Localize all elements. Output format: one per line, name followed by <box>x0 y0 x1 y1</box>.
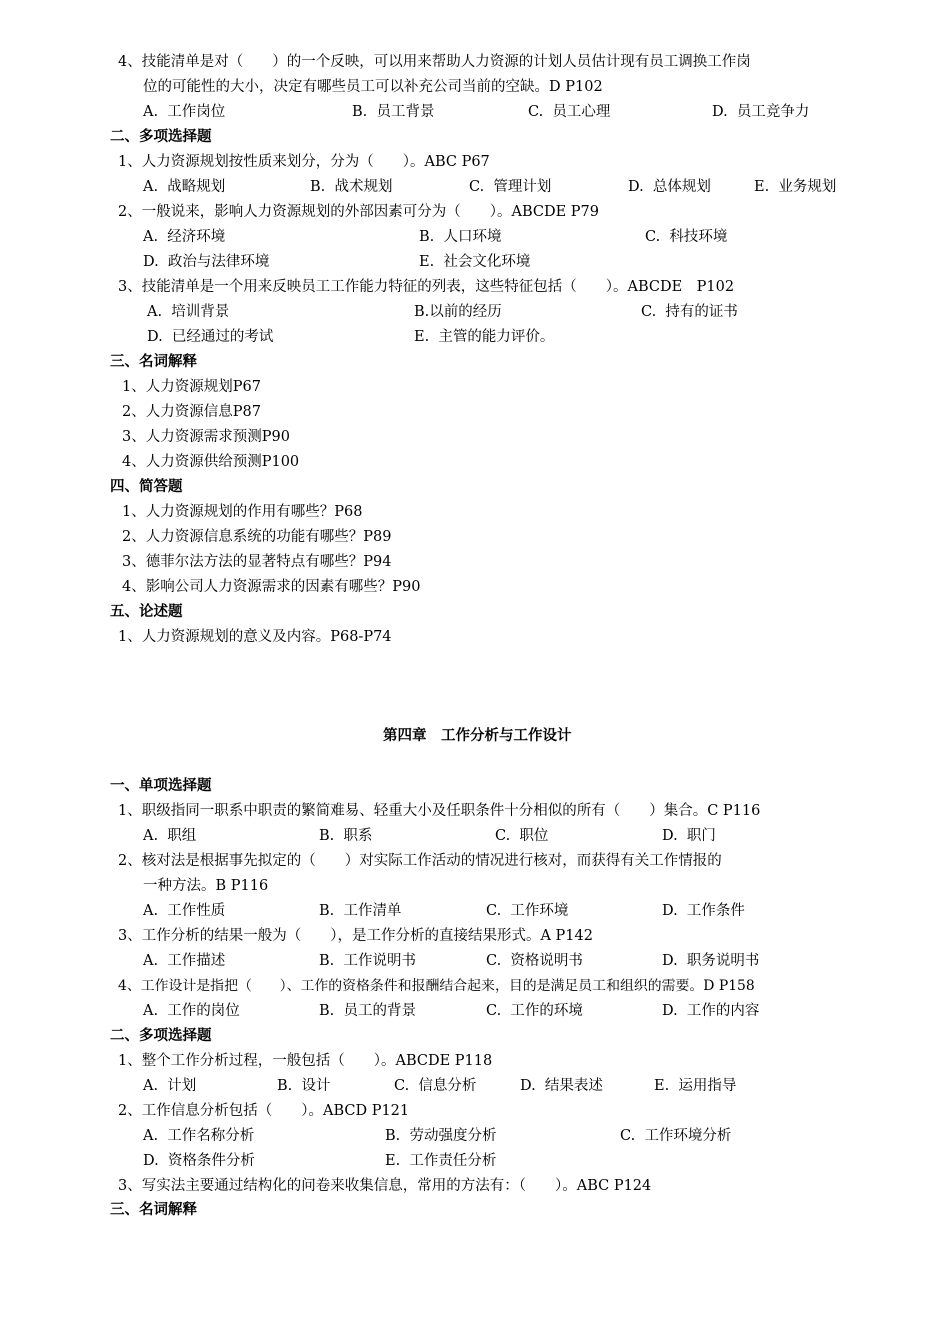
option-c: C. 工作环境分析 <box>620 1128 732 1144</box>
list-item: 4、人力资源供给预测P100 <box>122 454 300 470</box>
question-text: 位的可能性的大小，决定有哪些员工可以补充公司当前的空缺。D P102 <box>143 79 603 95</box>
option-b: B. 战术规划 <box>310 179 393 195</box>
option-a: A. 计划 <box>143 1078 197 1094</box>
section-heading: 三、名词解释 <box>110 354 197 370</box>
question-text: 1、整个工作分析过程，一般包括（ ）。ABCDE P118 <box>118 1053 493 1069</box>
question-text: 3、工作分析的结果一般为（ ），是工作分析的直接结果形式。A P142 <box>118 928 593 944</box>
list-item: 1、人力资源规划的作用有哪些？P68 <box>122 504 363 520</box>
section-heading: 三、名词解释 <box>110 1202 197 1218</box>
question-text: 3、技能清单是一个用来反映员工工作能力特征的列表，这些特征包括（ ）。ABCDE P102 <box>118 279 735 295</box>
question-text: 1、人力资源规划按性质来划分，分为（ ）。ABC P67 <box>118 154 490 170</box>
option-b: B.以前的经历 <box>414 304 502 320</box>
option-e: E. 业务规划 <box>754 179 837 195</box>
option-a: A. 工作名称分析 <box>143 1128 255 1144</box>
list-item: 3、人力资源需求预测P90 <box>122 429 290 445</box>
option-c: C. 管理计划 <box>469 179 552 195</box>
option-b: B. 员工的背景 <box>319 1003 416 1019</box>
option-c: C. 持有的证书 <box>641 304 738 320</box>
option-d: D. 职务说明书 <box>662 953 760 969</box>
option-b: B. 职系 <box>319 828 373 844</box>
option-e: E. 运用指导 <box>654 1078 737 1094</box>
option-c: C. 工作环境 <box>486 903 569 919</box>
section-heading: 五、论述题 <box>110 604 183 620</box>
option-e: E. 社会文化环境 <box>419 254 531 270</box>
option-c: C. 职位 <box>495 828 549 844</box>
option-e: E. 主管的能力评价。 <box>414 329 555 345</box>
option-a: A. 工作的岗位 <box>143 1003 240 1019</box>
question-text: 4、工作设计是指把（ ）、工作的资格条件和报酬结合起来，目的是满足员工和组织的需要。D P158 <box>118 978 755 994</box>
option-d: D. 资格条件分析 <box>143 1153 255 1169</box>
option-a: A. 工作岗位 <box>143 104 226 120</box>
option-d: D. 职门 <box>662 828 716 844</box>
section-heading: 四、简答题 <box>110 479 183 495</box>
section-heading: 二、多项选择题 <box>110 1028 212 1044</box>
option-a: A. 战略规划 <box>143 179 226 195</box>
question-text: 1、职级指同一职系中职责的繁简难易、轻重大小及任职条件十分相似的所有（ ）集合。C P116 <box>118 803 761 819</box>
option-b: B. 设计 <box>277 1078 331 1094</box>
option-c: C. 工作的环境 <box>486 1003 583 1019</box>
option-d: D. 工作的内容 <box>662 1003 760 1019</box>
question-text: 3、写实法主要通过结构化的问卷来收集信息，常用的方法有：（ ）。ABC P124 <box>118 1178 652 1194</box>
option-a: A. 职组 <box>143 828 197 844</box>
question-text: 2、核对法是根据事先拟定的（ ）对实际工作活动的情况进行核对，而获得有关工作情报的 <box>118 853 722 869</box>
question-text: 一种方法。B P116 <box>143 878 269 894</box>
option-d: D. 政治与法律环境 <box>143 254 270 270</box>
section-heading: 二、多项选择题 <box>110 129 212 145</box>
option-d: D. 结果表述 <box>520 1078 603 1094</box>
question-text: 2、一般说来，影响人力资源规划的外部因素可分为（ ）。ABCDE P79 <box>118 204 599 220</box>
option-a: A. 经济环境 <box>143 229 226 245</box>
option-b: B. 劳动强度分析 <box>385 1128 497 1144</box>
option-b: B. 员工背景 <box>352 104 435 120</box>
list-item: 4、影响公司人力资源需求的因素有哪些？P90 <box>122 579 421 595</box>
list-item: 3、德菲尔法方法的显著特点有哪些？P94 <box>122 554 392 570</box>
option-b: B. 人口环境 <box>419 229 502 245</box>
option-d: D. 员工竞争力 <box>712 104 810 120</box>
list-item: 2、人力资源信息系统的功能有哪些？P89 <box>122 529 392 545</box>
list-item: 2、人力资源信息P87 <box>122 404 261 420</box>
option-c: C. 员工心理 <box>528 104 611 120</box>
option-a: A. 培训背景 <box>147 304 230 320</box>
option-d: D. 工作条件 <box>662 903 745 919</box>
list-item: 1、人力资源规划P67 <box>122 379 261 395</box>
question-text: 2、工作信息分析包括（ ）。ABCD P121 <box>118 1103 410 1119</box>
option-a: A. 工作性质 <box>143 903 226 919</box>
chapter-title: 第四章 工作分析与工作设计 <box>383 728 572 744</box>
option-d: D. 总体规划 <box>628 179 711 195</box>
option-b: B. 工作说明书 <box>319 953 416 969</box>
option-c: C. 信息分析 <box>394 1078 477 1094</box>
option-e: E. 工作责任分析 <box>385 1153 497 1169</box>
option-c: C. 资格说明书 <box>486 953 583 969</box>
list-item: 1、人力资源规划的意义及内容。P68-P74 <box>118 629 392 645</box>
option-d: D. 已经通过的考试 <box>147 329 274 345</box>
question-text: 4、技能清单是对（ ）的一个反映，可以用来帮助人力资源的计划人员估计现有员工调换工作岗 <box>118 54 751 70</box>
section-heading: 一、单项选择题 <box>110 778 212 794</box>
option-a: A. 工作描述 <box>143 953 226 969</box>
option-c: C. 科技环境 <box>645 229 728 245</box>
option-b: B. 工作清单 <box>319 903 402 919</box>
